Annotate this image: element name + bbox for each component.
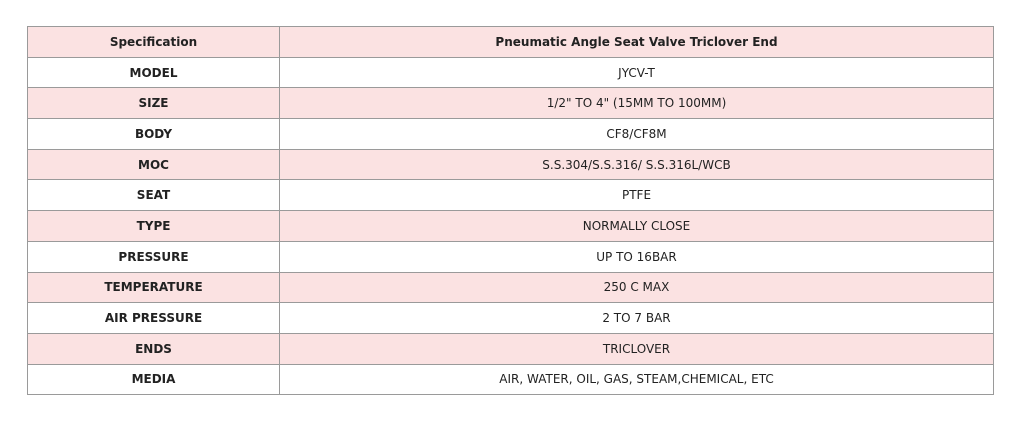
table-row [28,303,994,334]
row-value-type: NORMALLY CLOSE [280,211,994,242]
header-specification: Specification [28,27,280,58]
row-value-air-pressure: 2 TO 7 BAR [280,303,994,334]
row-value-pressure: UP TO 16BAR [280,241,994,272]
table-row [28,57,994,88]
header-product-name: Pneumatic Angle Seat Valve Triclover End [280,27,994,58]
row-value-size: 1/2" TO 4" (15MM TO 100MM) [280,88,994,119]
table-row [28,180,994,211]
table-row [28,88,994,119]
table-row [28,241,994,272]
table-row [28,364,994,395]
row-value-seat: PTFE [280,180,994,211]
table-row [28,272,994,303]
table-header-row [28,27,994,58]
row-value-media: AIR, WATER, OIL, GAS, STEAM,CHEMICAL, ETC [280,364,994,395]
row-label-air-pressure: AIR PRESSURE [28,303,280,334]
row-label-body: BODY [28,119,280,150]
row-value-model: JYCV-T [280,57,994,88]
row-label-pressure: PRESSURE [28,241,280,272]
row-label-type: TYPE [28,211,280,242]
row-value-moc: S.S.304/S.S.316/ S.S.316L/WCB [280,149,994,180]
row-label-temperature: TEMPERATURE [28,272,280,303]
row-label-moc: MOC [28,149,280,180]
row-value-temperature: 250 C MAX [280,272,994,303]
row-value-body: CF8/CF8M [280,119,994,150]
table-row [28,333,994,364]
row-label-size: SIZE [28,88,280,119]
row-label-model: MODEL [28,57,280,88]
row-label-seat: SEAT [28,180,280,211]
row-label-media: MEDIA [28,364,280,395]
specification-table [27,26,994,395]
table-row [28,119,994,150]
table-row [28,149,994,180]
row-value-ends: TRICLOVER [280,333,994,364]
spec-table-container [27,26,993,395]
table-row [28,211,994,242]
row-label-ends: ENDS [28,333,280,364]
